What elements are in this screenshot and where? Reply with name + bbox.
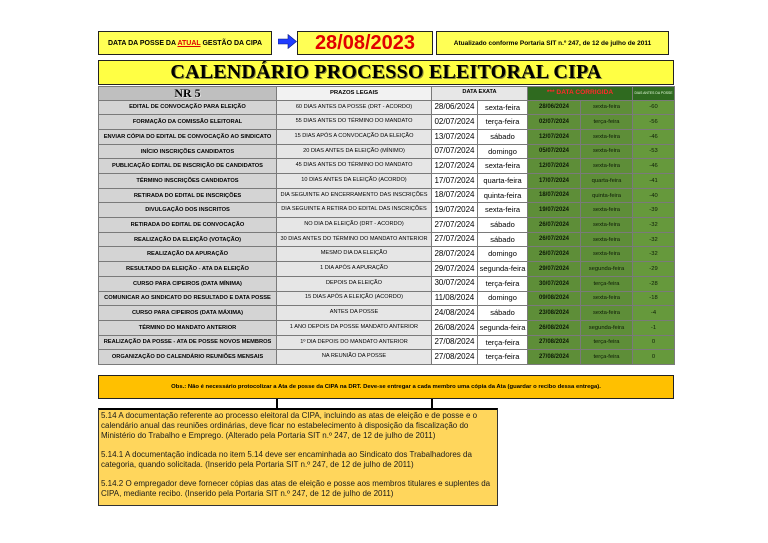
exact-weekday-cell: domingo <box>478 247 528 262</box>
days-before-posse-cell: -32 <box>633 232 675 247</box>
legal-notes-box <box>98 408 498 506</box>
deadline-cell: NO DIA DA ELEIÇÃO (DRT - ACORDO) <box>277 218 432 233</box>
deadline-cell: 15 DIAS APÓS A ELEIÇÃO (ACORDO) <box>277 291 432 306</box>
exact-weekday-cell: domingo <box>478 291 528 306</box>
table-row <box>99 203 675 218</box>
exact-weekday-cell: terça-feira <box>478 276 528 291</box>
exact-date-cell: 27/07/2024 <box>432 232 478 247</box>
exact-date-cell: 27/08/2024 <box>432 350 478 365</box>
days-before-posse-cell: -39 <box>633 203 675 218</box>
obs-note: Obs.: Não é necessário protocolizar a Ata de posse da CIPA na DRT. Deve-se entregar a cada membro uma cópia da Ata (guardar o recibo dessa entrega). <box>98 375 674 399</box>
corrected-date-cell: 26/08/2024 <box>528 320 581 335</box>
posse-label-prefix: DATA DA POSSE DA <box>107 39 178 47</box>
deadline-cell: 60 DIAS ANTES DA POSSE (DRT - ACORDO) <box>277 100 432 115</box>
days-before-posse-cell: -29 <box>633 262 675 277</box>
deadline-cell: 55 DIAS ANTES DO TÉRMINO DO MANDATO <box>277 115 432 130</box>
corrected-weekday-cell: sexta-feira <box>581 203 633 218</box>
exact-weekday-cell: domingo <box>478 144 528 159</box>
corrected-weekday-cell: sexta-feira <box>581 218 633 233</box>
corrected-weekday-cell: terça-feira <box>581 115 633 130</box>
corrected-weekday-cell: segunda-feira <box>581 320 633 335</box>
deadline-cell: 45 DIAS ANTES DO TÉRMINO DO MANDATO <box>277 159 432 174</box>
header-nr5: NR 5 <box>99 87 277 101</box>
corrected-date-cell: 09/08/2024 <box>528 291 581 306</box>
exact-date-cell: 13/07/2024 <box>432 129 478 144</box>
exact-date-cell: 02/07/2024 <box>432 115 478 130</box>
corrected-date-cell: 30/07/2024 <box>528 276 581 291</box>
table-row <box>99 262 675 277</box>
exact-date-cell: 27/08/2024 <box>432 335 478 350</box>
days-before-posse-cell: -53 <box>633 144 675 159</box>
update-note: Atualizado conforme Portaria SIT n.º 247, de 12 de julho de 2011 <box>436 31 669 55</box>
table-row <box>99 335 675 350</box>
deadline-cell: MESMO DIA DA ELEIÇÃO <box>277 247 432 262</box>
table-row <box>99 276 675 291</box>
deadline-cell: 20 DIAS ANTES DA ELEIÇÃO (MÍNIMO) <box>277 144 432 159</box>
exact-date-cell: 29/07/2024 <box>432 262 478 277</box>
exact-date-cell: 12/07/2024 <box>432 159 478 174</box>
table-row <box>99 247 675 262</box>
deadline-cell: DIA SEGUINTE AO ENCERRAMENTO DAS INSCRIÇÕES <box>277 188 432 203</box>
exact-weekday-cell: sexta-feira <box>478 203 528 218</box>
calendar-table <box>98 86 675 365</box>
header-data-exata: DATA EXATA <box>432 87 528 101</box>
table-row <box>99 218 675 233</box>
activity-cell: FORMAÇÃO DA COMISSÃO ELEITORAL <box>99 115 277 130</box>
corrected-date-cell: 12/07/2024 <box>528 129 581 144</box>
corrected-weekday-cell: sexta-feira <box>581 159 633 174</box>
activity-cell: ENVIAR CÓPIA DO EDITAL DE CONVOCAÇÃO AO SINDICATO <box>99 129 277 144</box>
days-before-posse-cell: -1 <box>633 320 675 335</box>
exact-weekday-cell: sexta-feira <box>478 159 528 174</box>
deadline-cell: ANTES DA POSSE <box>277 306 432 321</box>
days-before-posse-cell: -46 <box>633 159 675 174</box>
days-before-posse-cell: -28 <box>633 276 675 291</box>
corrected-date-cell: 29/07/2024 <box>528 262 581 277</box>
corrected-date-cell: 28/06/2024 <box>528 100 581 115</box>
exact-date-cell: 17/07/2024 <box>432 174 478 189</box>
header-dias-antes-posse: DIAS ANTES DA POSSE <box>633 87 675 101</box>
activity-cell: CURSO PARA CIPEIROS (DATA MÍNIMA) <box>99 276 277 291</box>
days-before-posse-cell: -32 <box>633 218 675 233</box>
exact-weekday-cell: terça-feira <box>478 350 528 365</box>
activity-cell: PUBLICAÇÃO EDITAL DE INSCRIÇÃO DE CANDIDATOS <box>99 159 277 174</box>
exact-weekday-cell: sábado <box>478 218 528 233</box>
exact-weekday-cell: sábado <box>478 232 528 247</box>
corrected-weekday-cell: quarta-feira <box>581 174 633 189</box>
corrected-date-cell: 17/07/2024 <box>528 174 581 189</box>
table-row <box>99 232 675 247</box>
legal-note: 5.14.1 A documentação indicada no item 5.14 deve ser encaminhada ao Sindicato dos Trabalhadores da categoria, quando solicitada. (Inserido pela Portaria SIT n.º 247, de 12 de julho de 2011) <box>101 450 472 469</box>
activity-cell: CURSO PARA CIPEIROS (DATA MÁXIMA) <box>99 306 277 321</box>
table-row <box>99 320 675 335</box>
exact-date-cell: 30/07/2024 <box>432 276 478 291</box>
exact-date-cell: 18/07/2024 <box>432 188 478 203</box>
days-before-posse-cell: -4 <box>633 306 675 321</box>
corrected-date-cell: 26/07/2024 <box>528 247 581 262</box>
corrected-weekday-cell: sexta-feira <box>581 291 633 306</box>
exact-weekday-cell: terça-feira <box>478 335 528 350</box>
activity-cell: TÉRMINO INSCRIÇÕES CANDIDATOS <box>99 174 277 189</box>
corrected-date-cell: 02/07/2024 <box>528 115 581 130</box>
exact-weekday-cell: terça-feira <box>478 115 528 130</box>
deadline-cell: NA REUNIÃO DA POSSE <box>277 350 432 365</box>
table-row <box>99 144 675 159</box>
corrected-date-cell: 12/07/2024 <box>528 159 581 174</box>
table-header <box>99 87 675 101</box>
page-title: CALENDÁRIO PROCESSO ELEITORAL CIPA <box>98 60 674 85</box>
corrected-weekday-cell: segunda-feira <box>581 262 633 277</box>
days-before-posse-cell: -46 <box>633 129 675 144</box>
corrected-weekday-cell: quinta-feira <box>581 188 633 203</box>
exact-date-cell: 28/06/2024 <box>432 100 478 115</box>
table-row <box>99 188 675 203</box>
exact-date-cell: 19/07/2024 <box>432 203 478 218</box>
days-before-posse-cell: -41 <box>633 174 675 189</box>
table-row <box>99 129 675 144</box>
header-row <box>99 87 675 101</box>
corrected-weekday-cell: terça-feira <box>581 335 633 350</box>
exact-weekday-cell: sábado <box>478 306 528 321</box>
activity-cell: EDITAL DE CONVOCAÇÃO PARA ELEIÇÃO <box>99 100 277 115</box>
exact-weekday-cell: sábado <box>478 129 528 144</box>
deadline-cell: 15 DIAS APÓS A CONVOCAÇÃO DA ELEIÇÃO <box>277 129 432 144</box>
posse-label-highlight: ATUAL <box>177 39 201 47</box>
corrected-weekday-cell: sexta-feira <box>581 247 633 262</box>
days-before-posse-cell: -56 <box>633 115 675 130</box>
posse-label-suffix: GESTÃO DA CIPA <box>200 39 262 47</box>
corrected-date-cell: 26/07/2024 <box>528 232 581 247</box>
deadline-cell: 10 DIAS ANTES DA ELEIÇÃO (ACORDO) <box>277 174 432 189</box>
corrected-weekday-cell: sexta-feira <box>581 306 633 321</box>
exact-weekday-cell: segunda-feira <box>478 262 528 277</box>
table-row <box>99 174 675 189</box>
exact-date-cell: 07/07/2024 <box>432 144 478 159</box>
corrected-weekday-cell: sexta-feira <box>581 100 633 115</box>
table-row <box>99 100 675 115</box>
posse-date: 28/08/2023 <box>297 31 433 55</box>
corrected-weekday-cell: terça-feira <box>581 350 633 365</box>
corrected-date-cell: 27/08/2024 <box>528 335 581 350</box>
deadline-cell: 1 ANO DEPOIS DA POSSE MANDATO ANTERIOR <box>277 320 432 335</box>
posse-date-label <box>98 31 272 55</box>
exact-weekday-cell: quarta-feira <box>478 174 528 189</box>
activity-cell: TÉRMINO DO MANDATO ANTERIOR <box>99 320 277 335</box>
deadline-cell: 30 DIAS ANTES DO TÉRMINO DO MANDATO ANTERIOR <box>277 232 432 247</box>
deadline-cell: 1 DIA APÓS A APURAÇÃO <box>277 262 432 277</box>
table-body <box>99 100 675 364</box>
deadline-cell: DEPOIS DA ELEIÇÃO <box>277 276 432 291</box>
activity-cell: INÍCIO INSCRIÇÕES CANDIDATOS <box>99 144 277 159</box>
activity-cell: RETIRADA DO EDITAL DE INSCRIÇÕES <box>99 188 277 203</box>
corrected-weekday-cell: sexta-feira <box>581 144 633 159</box>
exact-date-cell: 24/08/2024 <box>432 306 478 321</box>
activity-cell: COMUNICAR AO SINDICATO DO RESULTADO E DATA POSSE <box>99 291 277 306</box>
legal-note: 5.14 A documentação referente ao processo eleitoral da CIPA, incluindo as atas de eleição e de posse e o calendário anual das reuniões ordinárias, deve ficar no estabelecimento à disposição da fiscalização do Ministério do Trabalho e Emprego. (Alterado pela Portaria SIT n.º 247, de 12 de julho de 2011) <box>101 411 478 440</box>
table-row <box>99 291 675 306</box>
corrected-weekday-cell: terça-feira <box>581 276 633 291</box>
days-before-posse-cell: 0 <box>633 350 675 365</box>
arrow-right-icon <box>278 34 297 49</box>
corrected-date-cell: 19/07/2024 <box>528 203 581 218</box>
table-row <box>99 159 675 174</box>
activity-cell: REALIZAÇÃO DA ELEIÇÃO (VOTAÇÃO) <box>99 232 277 247</box>
exact-date-cell: 11/08/2024 <box>432 291 478 306</box>
days-before-posse-cell: -40 <box>633 188 675 203</box>
activity-cell: REALIZAÇÃO DA POSSE - ATA DE POSSE NOVOS MEMBROS <box>99 335 277 350</box>
exact-date-cell: 26/08/2024 <box>432 320 478 335</box>
table-row <box>99 115 675 130</box>
days-before-posse-cell: 0 <box>633 335 675 350</box>
header-data-corrigida: *** DATA CORRIGIDA <box>528 87 633 101</box>
corrected-weekday-cell: sexta-feira <box>581 232 633 247</box>
corrected-date-cell: 23/08/2024 <box>528 306 581 321</box>
deadline-cell: 1º DIA DEPOIS DO MANDATO ANTERIOR <box>277 335 432 350</box>
corrected-date-cell: 27/08/2024 <box>528 350 581 365</box>
legal-note: 5.14.2 O empregador deve fornecer cópias das atas de eleição e posse aos membros titulares e suplentes da CIPA, mediante recibo. (Inserido pela Portaria SIT n.º 247, de 12 de julho de 2011) <box>101 479 491 498</box>
exact-weekday-cell: segunda-feira <box>478 320 528 335</box>
exact-weekday-cell: quinta-feira <box>478 188 528 203</box>
posse-label-text <box>108 40 262 47</box>
corrected-date-cell: 05/07/2024 <box>528 144 581 159</box>
exact-weekday-cell: sexta-feira <box>478 100 528 115</box>
table-row <box>99 306 675 321</box>
exact-date-cell: 27/07/2024 <box>432 218 478 233</box>
activity-cell: RESULTADO DA ELEIÇÃO - ATA DA ELEIÇÃO <box>99 262 277 277</box>
activity-cell: DIVULGAÇÃO DOS INSCRITOS <box>99 203 277 218</box>
exact-date-cell: 28/07/2024 <box>432 247 478 262</box>
corrected-weekday-cell: sexta-feira <box>581 129 633 144</box>
activity-cell: RETIRADA DO EDITAL DE CONVOCAÇÃO <box>99 218 277 233</box>
activity-cell: ORGANIZAÇÃO DO CALENDÁRIO REUNIÕES MENSAIS <box>99 350 277 365</box>
deadline-cell: DIA SEGUINTE A RETIRA DO EDITAL DAS INSCRIÇÕES <box>277 203 432 218</box>
corrected-date-cell: 18/07/2024 <box>528 188 581 203</box>
days-before-posse-cell: -18 <box>633 291 675 306</box>
activity-cell: REALIZAÇÃO DA APURAÇÃO <box>99 247 277 262</box>
days-before-posse-cell: -32 <box>633 247 675 262</box>
header-prazos-legais: PRAZOS LEGAIS <box>277 87 432 101</box>
table-row <box>99 350 675 365</box>
days-before-posse-cell: -60 <box>633 100 675 115</box>
corrected-date-cell: 26/07/2024 <box>528 218 581 233</box>
